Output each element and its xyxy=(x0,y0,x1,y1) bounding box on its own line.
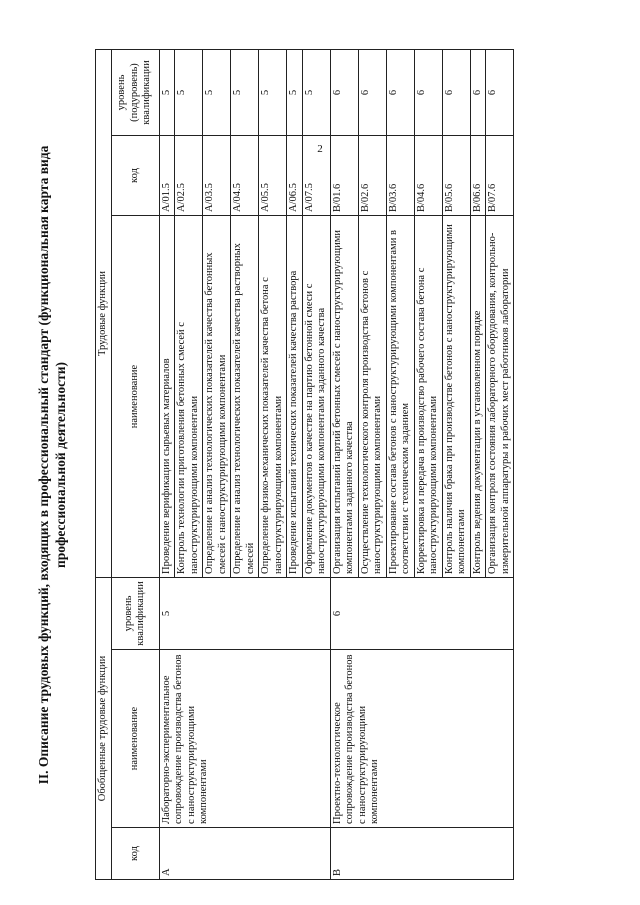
group-name: Лабораторно-экспериментальное сопровождение производства бетонов с наноструктурирующими компонентами xyxy=(159,650,330,828)
page-number: 2 xyxy=(317,143,323,155)
function-name: Определение и анализ технологических показателей качества растворных смесей xyxy=(231,216,259,578)
function-code: A/05.5 xyxy=(259,136,287,216)
functions-table xyxy=(95,49,514,880)
function-level: 6 xyxy=(330,49,358,135)
header-labor-functions: Трудовые функции xyxy=(96,49,112,577)
header-lf-code: код xyxy=(111,136,159,216)
group-level: 6 xyxy=(330,578,514,650)
group-name: Проектно-технологическое сопровождение производства бетонов с наноструктурирующими компонентами xyxy=(330,650,514,828)
function-level: 5 xyxy=(259,49,287,135)
function-name: Осуществление технологического контроля производства бетонов с наноструктурирующими компонентами xyxy=(358,216,386,578)
function-level: 6 xyxy=(358,49,386,135)
function-level: 5 xyxy=(175,49,203,135)
header-code: код xyxy=(111,828,159,880)
function-name: Контроль наличия брака при производстве бетонов с наноструктурирующими компонентами xyxy=(442,216,470,578)
function-name: Проектирование состава бетонов с наноструктурирующими компонентами в соответствии с техническим заданием xyxy=(386,216,414,578)
function-code: A/06.5 xyxy=(287,136,303,216)
function-code: B/03.6 xyxy=(386,136,414,216)
group-code: B xyxy=(330,828,514,880)
title-line-2: профессиональной деятельности) xyxy=(53,362,68,568)
function-name: Организация испытаний партий бетонных смесей с наноструктурирующими компонентами заданного качества xyxy=(330,216,358,578)
function-level: 6 xyxy=(386,49,414,135)
function-code: B/02.6 xyxy=(358,136,386,216)
function-name: Контроль ведения документации в установленном порядке xyxy=(470,216,486,578)
function-code: B/04.6 xyxy=(414,136,442,216)
header-row-1 xyxy=(96,49,112,879)
function-code: A/07.5 xyxy=(302,136,330,216)
function-level: 5 xyxy=(302,49,330,135)
function-name: Определение и анализ технологических показателей качества бетонных смесей с наноструктурирующими компонентами xyxy=(203,216,231,578)
header-name: наименование xyxy=(111,650,159,828)
header-level: уровень квалификации xyxy=(111,578,159,650)
group-code: A xyxy=(159,828,330,880)
function-name: Оформление документов о качестве на партию бетонной смеси с наноструктурирующими компонентами заданного качества xyxy=(302,216,330,578)
header-lf-name: наименование xyxy=(111,216,159,578)
header-lf-level: уровень (подуровень) квалификации xyxy=(111,49,159,135)
function-name: Организация контроля состояния лабораторного оборудования, контрольно-измерительной аппаратуры и рабочих мест работников лаборатории xyxy=(486,216,514,578)
function-code: A/01.5 xyxy=(159,136,175,216)
header-generalized: Обобщенные трудовые функции xyxy=(96,578,112,880)
function-code: A/02.5 xyxy=(175,136,203,216)
function-code: A/04.5 xyxy=(231,136,259,216)
function-code: B/07.6 xyxy=(486,136,514,216)
function-code: A/03.5 xyxy=(203,136,231,216)
rotated-page-content xyxy=(35,50,615,880)
function-level: 5 xyxy=(159,49,175,135)
function-code: B/05.6 xyxy=(442,136,470,216)
function-code: B/01.6 xyxy=(330,136,358,216)
function-level: 5 xyxy=(231,49,259,135)
function-code: B/06.6 xyxy=(470,136,486,216)
section-title xyxy=(35,50,69,880)
function-name: Проведение верификации сырьевых материалов xyxy=(159,216,175,578)
function-level: 6 xyxy=(414,49,442,135)
function-level: 6 xyxy=(470,49,486,135)
function-name: Определение физико-механических показателей качества бетона с наноструктурирующими компонентами xyxy=(259,216,287,578)
function-level: 5 xyxy=(203,49,231,135)
function-level: 5 xyxy=(287,49,303,135)
table-row xyxy=(159,49,175,879)
function-name: Корректировка и передача в производство рабочего состава бетона с наноструктурирующими компонентами xyxy=(414,216,442,578)
function-name: Проведение испытаний технических показателей качества раствора xyxy=(287,216,303,578)
function-level: 6 xyxy=(442,49,470,135)
function-level: 6 xyxy=(486,49,514,135)
table-row xyxy=(330,49,358,879)
function-name: Контроль технологии приготовления бетонных смесей с наноструктурирующими компонентами xyxy=(175,216,203,578)
title-line-1: II. Описание трудовых функций, входящих в профессиональный стандарт (функциональная карта вида xyxy=(36,145,51,785)
header-row-2 xyxy=(111,49,159,879)
group-level: 5 xyxy=(159,578,330,650)
